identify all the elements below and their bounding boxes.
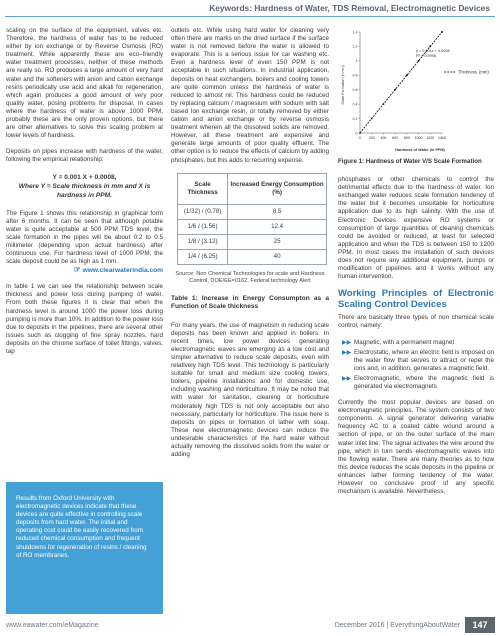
page-number: 147 <box>465 617 495 633</box>
pull-quote-text: Results from Oxford University with electromagnetic devices indicate that these devices are quite effective in controlling scale deposits from hard water. The initial and operating cost could be easily recovered from reduced chemical consumption and frequent shutdowns for regeneration of resins / cleaning of RO membranes. <box>16 495 147 559</box>
trendline-r-squared: R² = 0.9996 <box>416 54 436 58</box>
y-tick-label: 0.2 <box>352 116 358 121</box>
list-item-text: Electrostatic, where an electric field is imposed on the water flow that serves to attract or repel the ions and, in addition, generates a magnetic field. <box>354 348 494 372</box>
equation-block <box>6 173 163 200</box>
y-tick-label: 1.2 <box>352 44 358 49</box>
x-axis-label: Hardness of Water (in PPM) <box>395 148 445 152</box>
pointing-hand-icon: ☞ <box>73 265 81 275</box>
equation: Y = 0.001 X + 0.0008, <box>52 173 117 181</box>
body-paragraph: For many years, the use of magnetism in reducing scale deposits has been known and applied in boilers. In recent times, low power devices generating electromagnetic waves are emerging as a low cost and simpler alternative to reduce scale deposits, even with relatively high TDS level. This technology is particularly suitable for small and medium size cooling towers, boilers, pipeline installations and for domestic use, including washing and horticulture. It may be noted that with water for sanitation, cleaning or horticulture moderately high TDS is not only acceptable but also necessary, particularly for horticulture. The issue here is deposits on pipes or formation of lather with soap. These new electromagnetic devices can reduce the undesirable characteristics of the hard water without actually removing the dissolved solids from the water or adding <box>171 321 329 459</box>
x-tick-label: 600 <box>392 136 399 140</box>
series-line-thickness <box>360 32 442 133</box>
footer-issue: December 2016 | EverythingAboutWater <box>334 622 460 629</box>
energy-table <box>177 173 327 265</box>
list-item <box>338 349 494 373</box>
body-paragraph: outlets etc. While using hard water for cleaning very often there are marks on the dried surface if the surface water is not removed before the water is allowed to evaporate. This is a serious issue for car washing etc. Even a hardness level of even 150 PPM is not acceptable in such situations. In industrial application, deposits on heat exchangers, boilers and cooling towers are quite common unless the hardness of water is reduced to almost nil. This hardness could be reduced by replacing calcium / magnesium with sodium with salt based Ion exchange resin, or totally removed by either cation and anion exchange or by reverse osmosis treatment wherein all the dissolved solids are removed. However, all these treatment are expensive and generate large amounts of poor quality effluent. The other option is to reduce the effects of calcium by adding phosphates, but this adds to recurring expense. <box>171 27 329 164</box>
double-chevron-bullet-icon: ▶▶ <box>342 349 352 356</box>
column-2 <box>171 27 329 467</box>
figure-caption: Figure 1: Hardness of Water V/S Scale Formation <box>338 158 482 165</box>
table-row <box>178 219 327 234</box>
scale-formation-chart <box>338 27 494 154</box>
list-item-text: Magnetic, with a permanent magnet <box>354 338 455 346</box>
table-cell: 12.4 <box>228 219 327 234</box>
table-header-cell: Increased Energy Consumption (%) <box>228 173 327 204</box>
equation-legend: Where Y = Scale thickness in mm and X is hardness in PPM. <box>18 182 151 199</box>
list-item <box>338 339 494 347</box>
column-1 <box>6 27 163 364</box>
body-paragraph: Deposits on pipes increase with hardness of the water, following the empirical relationship: <box>6 148 163 164</box>
bullet-list <box>338 339 494 392</box>
y-tick-label: 1 <box>355 59 358 64</box>
double-chevron-bullet-icon: ▶▶ <box>342 375 352 382</box>
y-tick-label: 0.8 <box>352 73 358 78</box>
legend-label: Thickness <box>458 69 477 75</box>
body-paragraph: Currently the most popular devices are based on electromagnetic principles. The system consists of two components. A signal generator delivering variable frequency AC to a coated cable wound around a section of pipe, or on the outer surface of the main water inlet line. The signal activates the wire around the pipe, which in turn sends electromagnetic waves into the flowing water. There are many theories as to how this device reduces the scale deposits in the pipeline or enhances lather forming tendency of the water. However no conclusive proof of any specific mechanism is available. Nevertheless, <box>338 399 494 496</box>
table-cell: (1/32) / (0.78) <box>178 204 228 219</box>
header-rule <box>5 16 495 17</box>
y-axis-label: Scale Formation (in mm) <box>341 65 345 105</box>
body-paragraph: In table 1 we can see the relationship between scale thickness and power loss during pumping of water. From both these figures it is clear that when the hardness level is around 1000 the power loss during pumping is more than 10%. In addition to the power loss due to deposits in the pipelines, there are several other issues such as clogging of fine spray nozzles, hard deposits on the chrome surface of toilet fittings, valves, tap <box>6 283 163 355</box>
table-cell: 1/8 / (3.12) <box>178 234 228 249</box>
body-paragraph: phosphates or other chemicals to control the detrimental effects due to the hardness of water. Ion exchanged water reduces scale formation tendency of the water but it becomes unsuitable for horticulture application due to its high salinity. With the use of Electronic Devices expensive RO systems or consumption of large quantities of cleaning chemicals could be avoided or reduced, at least for selected application and when the TDS is between 150 to 1200 PPM. In most cases the installation of such devices does not require any additional equipment, pumps or modification of pipelines and it works without any human intervention. <box>338 176 494 281</box>
table-caption: Table 1: Increase in Energy Consumpton as a Function of Scale thickness <box>171 294 329 311</box>
footer-website[interactable]: www.eawater.com/eMagazine <box>6 622 99 629</box>
y-tick-label: 1.4 <box>352 30 358 35</box>
y-tick-label: 0 <box>355 131 358 136</box>
table-cell: 40 <box>228 249 327 264</box>
list-item-text: Electromagnetic, where the magnetic field is generated via electromagnets <box>354 374 494 390</box>
x-tick-label: 1000 <box>414 136 423 140</box>
table-source: Source: Non Chemical Technologies for scale and Hardness Control, DOE/EE=0162, Federal technology Alert <box>175 270 325 284</box>
table-cell: 25 <box>228 234 327 249</box>
table-cell: 1/6 / (1.56) <box>178 219 228 234</box>
website-link[interactable]: www.clearwaterindia.com <box>82 267 163 275</box>
table-row <box>178 204 327 219</box>
legend-unit: (mm) <box>479 69 489 75</box>
body-paragraph: scaling on the surface of the equipment, valves etc. Therefore, the hardness of water has to be reduced either by ion exchange or by Reverse Osmosis (RO) treatment. While apparently these are eco–friendly water treatment processes, neither of these methods are really so. RO produces a large amount of very hard water and the softeners with anion and cation exchange resins periodically use acid and alkali for regeneration, which again produces a good amount of very poor quality water, posing problems for disposal. In cases where the hardness of water is above 1000 PPM, probably these are the only proven options, but there are other alternatives to solve this scaling problem at lower levels of hardness. <box>6 27 163 140</box>
pull-quote-box <box>6 482 163 614</box>
x-tick-label: 0 <box>359 136 361 140</box>
x-tick-label: 400 <box>380 136 387 140</box>
body-paragraph: There are basically three types of non chemical scale control, namely: <box>338 314 494 330</box>
list-item <box>338 375 494 391</box>
x-tick-label: 1200 <box>426 136 435 140</box>
y-tick-label: 0.4 <box>352 102 358 107</box>
y-tick-label: 0.6 <box>352 88 358 93</box>
table-cell: 1/4 / (6.25) <box>178 249 228 264</box>
website-link-row[interactable] <box>6 266 163 275</box>
trendline-equation: y = 0.001x + 0.0008 <box>416 49 450 53</box>
x-tick-label: 800 <box>403 136 410 140</box>
x-tick-label: 1400 <box>438 136 446 140</box>
chart-figure <box>338 27 494 154</box>
table-header-cell: Scale Thickness <box>178 173 228 204</box>
body-paragraph: The Figure 1 shows this relationship in graphical form after 6 months. It can be seen that although potable water is quite acceptable at 500 PPM TDS level, the scale formation in the pipes will be about 0.2 to 0.5 millimeter (depending upon actual hardness) after continuous use. For hardness level of 1000 PPM, the scale deposit could be as high as 1 mm. <box>6 209 163 266</box>
column-3 <box>338 27 494 504</box>
table-cell: 8.5 <box>228 204 327 219</box>
table-row <box>178 249 327 264</box>
table-header-row <box>178 173 327 204</box>
running-header: Keywords: Hardness of Water, TDS Removal, Electromagnetic Devices <box>209 3 490 13</box>
section-heading: Working Principles of Electronic Scaling Control Devices <box>338 288 494 310</box>
table-row <box>178 234 327 249</box>
double-chevron-bullet-icon: ▶▶ <box>342 339 352 346</box>
x-tick-label: 200 <box>368 136 375 140</box>
